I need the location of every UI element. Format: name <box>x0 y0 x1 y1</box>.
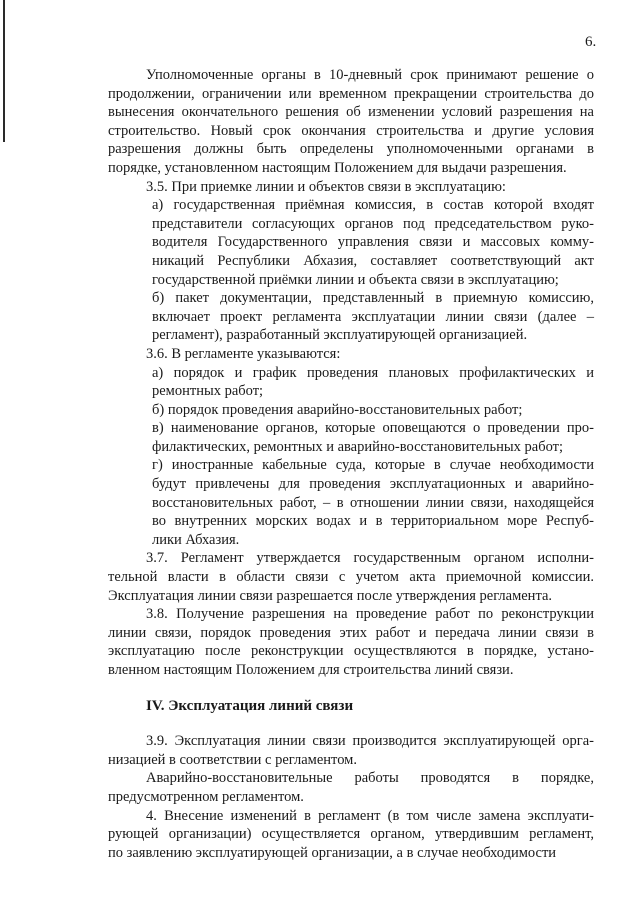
item-3-9 <box>108 732 594 769</box>
text-line: 3.7. Регламент утверждается государственным органом исполни- <box>146 550 594 567</box>
text-line: будут привлечены для проведения эксплуатационных и аварийно- <box>152 476 594 493</box>
text-line: 3.8. Получение разрешения на проведение работ по реконструкции <box>146 606 594 623</box>
text-line: ремонтных работ; <box>152 383 264 400</box>
page-number: 6. <box>585 34 597 50</box>
text-line: продолжении, ограничении или временном прекращении строительства до <box>108 85 594 102</box>
spacer <box>108 680 594 697</box>
text-line: рующей организации) осуществляется органом, утвердившим регламент, <box>108 826 594 843</box>
text-line: тельной власти в области связи с учетом акта приемочной комиссии. <box>108 569 594 586</box>
item-3-6-g <box>152 456 594 549</box>
text-line: линии связи, порядок проведения этих работ и передача линии связи в <box>108 624 594 641</box>
paragraph-1 <box>108 66 594 178</box>
item-3-5-heading: 3.5. При приемке линии и объектов связи в эксплуатацию: <box>146 178 506 195</box>
text-line: низацией в соответствии с регламентом. <box>108 751 357 768</box>
text-line: предусмотренном регламентом. <box>108 788 304 805</box>
text-line: Аварийно-восстановительные работы проводятся в порядке, <box>146 770 594 787</box>
text-line: эксплуатацию после реконструкции осуществляются в порядке, устано- <box>108 643 594 660</box>
text-line: представители согласующих органов под председательством руко- <box>152 215 594 232</box>
text-line: регламент), разработанный эксплуатирующей организацией. <box>152 327 528 344</box>
text-line: лики Абхазия. <box>152 531 240 548</box>
spacer <box>108 715 594 732</box>
text-line: г) иностранные кабельные суда, которые в случае необходимости <box>152 457 594 474</box>
text-line: в) наименование органов, которые оповещаются о проведении про- <box>152 420 594 437</box>
item-3-8 <box>108 605 594 679</box>
item-3-6-b <box>152 401 594 420</box>
item-3-6-a <box>152 364 594 401</box>
item-4 <box>108 807 594 863</box>
text-line: восстановительных работ, – в отношении линии связи, находящейся <box>152 494 594 511</box>
text-line: 3.9. Эксплуатация линии связи производится эксплуатирующей орга- <box>146 733 594 750</box>
text-line: разрешения должны быть определены уполномоченными органами в <box>108 141 594 158</box>
text-line: а) порядок и график проведения плановых профилактических и <box>152 364 594 381</box>
item-3-7 <box>108 549 594 605</box>
text-line: водителя Государственного управления связи и массовых комму- <box>152 234 594 251</box>
text-line: строительство. Новый срок окончания строительства и другие условия <box>108 122 594 139</box>
paragraph-emergency <box>108 769 594 806</box>
text-line: никаций Республики Абхазия, составляет соответствующий акт <box>152 252 594 269</box>
item-3-5-b <box>152 289 594 345</box>
page-edge-line <box>3 0 5 142</box>
text-line: б) пакет документации, представленный в приемную комиссию, <box>152 290 594 307</box>
text-line: б) порядок проведения аварийно-восстановительных работ; <box>152 401 523 418</box>
text-line: государственной приёмки линии и объекта связи в эксплуатацию; <box>152 271 559 288</box>
item-3-6-v <box>152 419 594 456</box>
text-line: Уполномоченные органы в 10-дневный срок принимают решение о <box>146 67 594 83</box>
item-3-6-heading: 3.6. В регламенте указываются: <box>146 345 341 362</box>
document-body <box>108 66 594 862</box>
text-line: Эксплуатация линии связи разрешается после утверждения регламента. <box>108 587 553 604</box>
text-line: а) государственная приёмная комиссия, в состав которой входят <box>152 197 594 214</box>
text-line: филактических, ремонтных и аварийно-восстановительных работ; <box>152 438 563 455</box>
text-line: вленном настоящим Положением для строительства линий связи. <box>108 662 514 678</box>
text-line: по заявлению эксплуатирующей организации, а в случае необходимости <box>108 844 557 861</box>
text-line: вынесения окончательного решения об изменении условий разрешения на <box>108 104 594 121</box>
text-line: во внутренних морских водах и в территориальном море Респуб- <box>152 513 594 530</box>
section-heading: IV. Эксплуатация линий связи <box>146 697 354 714</box>
text-line: включает проект регламента эксплуатации линии связи (далее – <box>152 308 594 325</box>
text-line: 4. Внесение изменений в регламент (в том числе замена эксплуати- <box>146 807 594 824</box>
item-3-5-a <box>152 196 594 289</box>
text-line: порядке, установленном настоящим Положением для выдачи разрешения. <box>108 159 567 176</box>
